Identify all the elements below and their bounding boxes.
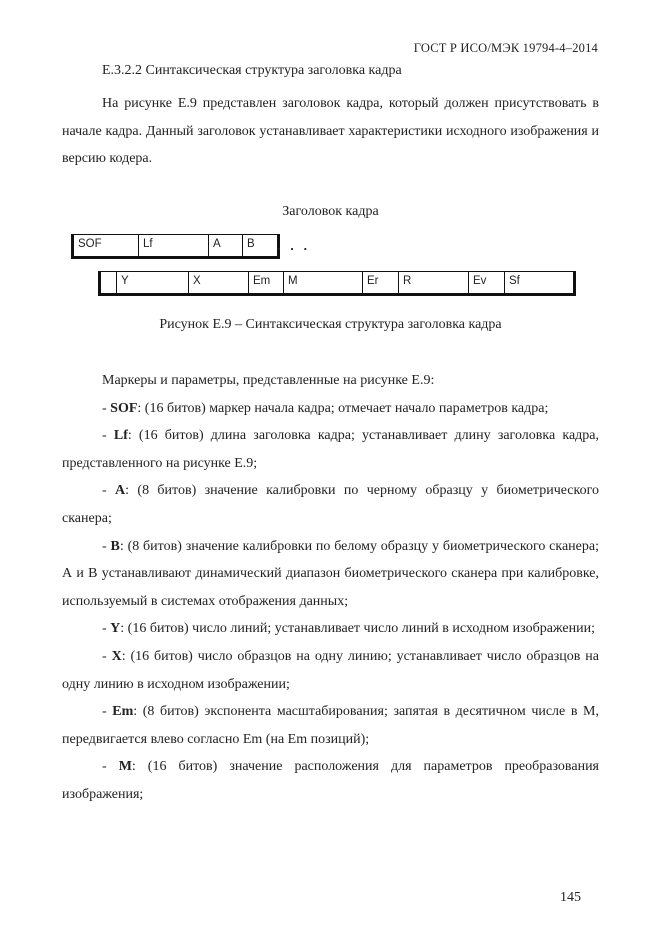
field-sf: Sf xyxy=(504,272,573,293)
item-term: SOF xyxy=(110,400,138,416)
item-text: : (16 битов) длина заголовка кадра; устанавливает длину заголовка кадра, представленного на рисунке Е.9; xyxy=(62,428,599,471)
intro-text: На рисунке Е.9 представлен заголовок кадра, который должен присутствовать в начале кадра. Данный заголовок устанавливает характеристики исходного изображения и версию кодера. xyxy=(62,96,599,166)
figure-top-label: Заголовок кадра xyxy=(282,204,379,219)
list-item xyxy=(62,615,599,643)
list-item xyxy=(62,643,599,698)
item-text: : (16 битов) значение расположения для параметров преобразования изображения; xyxy=(62,759,599,802)
intro-paragraph xyxy=(62,90,599,173)
list-item xyxy=(62,753,599,808)
page-number: 145 xyxy=(560,890,581,905)
list-item xyxy=(62,477,599,532)
item-text: : (8 битов) значение калибровки по черному образцу у биометрического сканера; xyxy=(62,483,599,526)
item-prefix: - xyxy=(102,538,111,554)
list-item xyxy=(62,395,599,423)
item-text: : (16 битов) число образцов на одну линию; устанавливает число образцов на одну линию в исходном изображении; xyxy=(62,648,599,692)
field-r: R xyxy=(398,272,468,293)
section-title: Е.3.2.2 Синтаксическая структура заголовка кадра xyxy=(102,63,402,78)
field-continuation xyxy=(98,272,116,293)
list-item xyxy=(62,533,599,616)
continuation-dots: . . . xyxy=(277,238,311,253)
item-term: Lf xyxy=(113,428,128,444)
field-sof: SOF xyxy=(78,238,102,250)
field-m: M xyxy=(283,272,362,293)
item-text: : (8 битов) значение калибровки по белому образцу у биометрического сканера; А и В устанавливают динамический диапазон биометрического сканера при калибровке, используемый в системах отображения данных; xyxy=(62,538,599,609)
item-text: : (16 битов) маркер начала кадра; отмечает начало параметров кадра; xyxy=(137,400,549,416)
item-term: Em xyxy=(112,704,134,720)
item-term: B xyxy=(110,538,120,554)
field-y: Y xyxy=(116,272,188,293)
item-term: Y xyxy=(110,621,121,637)
item-text: : (16 битов) число линий; устанавливает число линий в исходном изображении; xyxy=(120,621,595,637)
item-term: A xyxy=(115,483,126,499)
field-a: A xyxy=(208,235,242,256)
field-em: Em xyxy=(248,272,283,293)
item-prefix: - xyxy=(102,483,116,499)
item-prefix: - xyxy=(102,621,111,637)
field-er: Er xyxy=(362,272,398,293)
frame-header-row-1 xyxy=(71,234,280,259)
item-term: M xyxy=(118,759,132,775)
item-prefix: - xyxy=(102,704,113,720)
item-term: X xyxy=(111,648,122,664)
field-lf: Lf xyxy=(138,235,208,256)
running-header: ГОСТ Р ИСО/МЭК 19794-4–2014 xyxy=(413,41,598,55)
field-ev: Ev xyxy=(468,272,504,293)
field-b: B xyxy=(242,235,280,256)
parameter-list xyxy=(62,367,599,809)
list-item xyxy=(62,422,599,477)
list-intro: Маркеры и параметры, представленные на рисунке Е.9: xyxy=(102,373,435,388)
frame-header-row-2 xyxy=(98,271,576,296)
item-text: : (8 битов) экспонента масштабирования; запятая в десятичном числе в М, передвигается влево согласно Em (на Em позиций); xyxy=(62,704,599,747)
figure-caption: Рисунок Е.9 – Синтаксическая структура заголовка кадра xyxy=(159,317,502,332)
item-prefix: - xyxy=(102,648,112,664)
list-item xyxy=(62,698,599,753)
field-x: X xyxy=(188,272,248,293)
item-prefix: - xyxy=(102,428,114,444)
item-prefix: - xyxy=(102,759,119,775)
item-prefix: - xyxy=(102,400,111,416)
